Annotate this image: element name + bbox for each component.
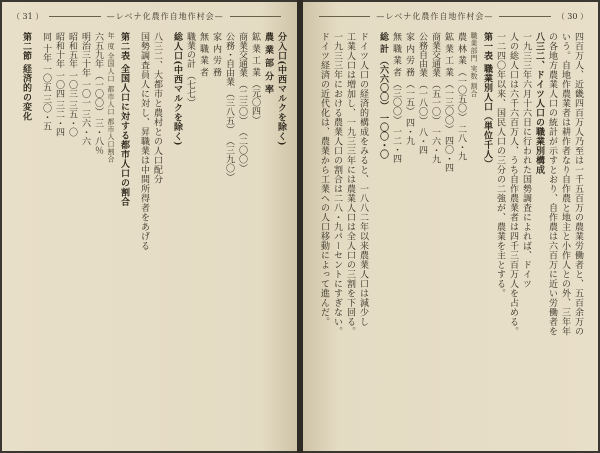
right-text-columns [313, 32, 584, 441]
text-column: 八三二、大都市と農村との人口配分 [152, 32, 162, 184]
text-column: 職業の計 （七七） [185, 32, 195, 107]
text-column: の各地方農業人口の統計が示すとおり、自作農は六百万に近い労働者を [547, 32, 557, 336]
text-column: 無 職 業 者 [198, 32, 208, 77]
text-column: 一九三三年における農業人口の割合は二八・九パーセントにすぎない。 [332, 32, 342, 336]
text-column: 一二四〇年以来、国民人口の三分の二強が、農業を主とする。 [495, 32, 505, 298]
column-spacer [32, 32, 39, 441]
header-rule [319, 16, 370, 17]
left-page [2, 2, 297, 451]
text-column: ドイツ人口の経済的構成をみると、一八八二年以来農業人口は減少し [358, 32, 368, 327]
table-header: 職業部門 実数 割合 [470, 32, 478, 98]
text-column: 国勢調査員人に対し、昇職業は中間所得者をあげる [139, 32, 149, 251]
text-column: 工業人口は増加し、一九三三年には農業人口は全人口の三割を下回る。 [345, 32, 355, 336]
left-running-head: —レベナ化農作自地作村会— [106, 11, 224, 21]
table-row: 昭和五年 一〇三 三五・〇 [67, 32, 77, 137]
table-row: 六五九年 （一〇〇） 三・八％ [93, 32, 103, 155]
table-row: 無 職 業 者 （三〇〇） 一二・四 [391, 32, 401, 164]
column-spacer [163, 32, 170, 441]
header-rule [230, 16, 281, 17]
right-page-number: （ 30 ） [556, 11, 589, 21]
right-page-header [313, 8, 588, 24]
column-spacer [130, 32, 137, 441]
table-row: 同 十年 一〇五 三〇・五 [41, 32, 51, 131]
table-row: 公務自由業 （一八〇） 八・四 [417, 32, 427, 155]
text-column: 家 内 労 務 [211, 32, 221, 77]
table-row: 商業交通業 （五一〇） 一六・九 [430, 32, 440, 164]
header-rule [49, 16, 100, 17]
text-column: 農 業 部 分 率 [263, 32, 273, 95]
text-column: 一九三三年六月十六日に行われた国勢調査によれば、ドイツ [521, 32, 531, 289]
table-row: 家 内 労 務 （一五） 四・九 [404, 32, 414, 146]
table-row: 明治三十年 一〇一 三六・六 [80, 32, 90, 146]
right-running-head: —レベナ化農作自地作村会— [376, 11, 494, 21]
table-header: 年 度 全国人口 都市人口 都市人口割合 [107, 32, 115, 163]
text-column: 人の総人口は六千六百万人、うち自作農業者は四千三百万人を占める。 [508, 32, 518, 336]
section-heading: 八三二、ドイツ人口の職業別構成 [534, 32, 544, 175]
header-rule [499, 16, 550, 17]
right-page [303, 2, 598, 451]
text-column: 四百万人、近畿四百万人乃至は一千五百万の農業労働者と、五百余万の [573, 32, 583, 336]
left-page-number: （ 31 ） [12, 11, 44, 21]
table-title: 第二表 全国人口に対する都市人口の割合 [119, 32, 129, 207]
table-row: 昭和十年 一〇四 三二・四 [54, 32, 64, 137]
left-page-header [12, 8, 287, 24]
text-column: いう。自地作農業者は耕作者なり自作農と地主と小作人との外、三年年 [560, 32, 570, 336]
left-text-columns [16, 32, 287, 441]
text-column: 鉱 業 工 業 （元〇四） [250, 32, 260, 125]
section-heading: 第二節 経済的の変化 [21, 32, 31, 122]
table-row: 総 計 （六六〇〇） 一〇〇・〇 [378, 32, 388, 159]
table-row: 農 林 業 （一〇五〇） 二八・九 [456, 32, 466, 161]
text-column: ドイツ経済の近代化は、農業から工業への人口移動によって進んだ。 [319, 32, 329, 327]
text-column: 分入口(中西マルクを除く) [276, 32, 286, 147]
table-row: 鉱 業 工 業 （一三〇〇） 四〇・四 [443, 32, 453, 173]
text-column: 公務・自由業 （三八五） （三九〇） [224, 32, 234, 182]
text-column: 商業交通業 （二三〇） （二〇〇） [237, 32, 247, 173]
column-spacer [369, 32, 376, 441]
text-column: 総人口(中西マルクを除く) [172, 32, 182, 147]
table-title: 第一表 職業別人口（単位千人） [482, 32, 492, 169]
